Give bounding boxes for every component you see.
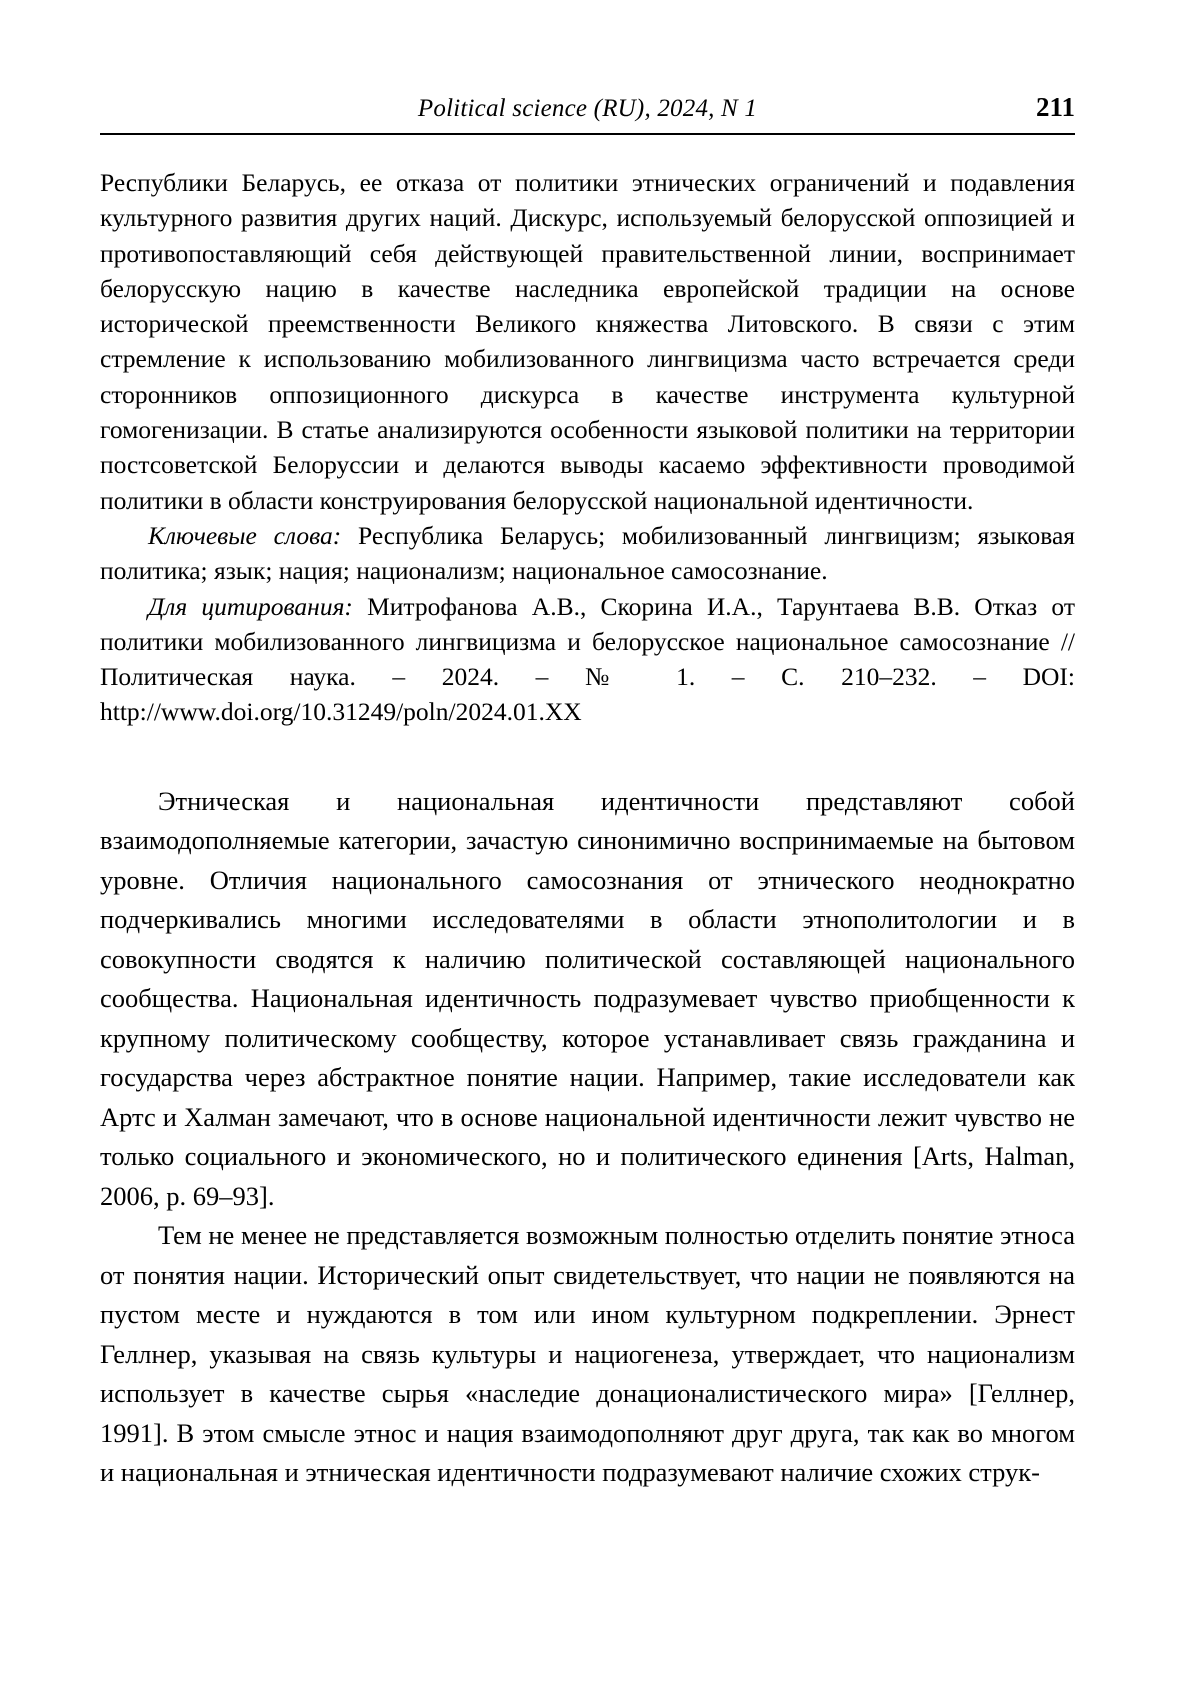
body-paragraph-2: Тем не менее не представляется возможным полностью отделить понятие этноса от понятия нации. Исторический опыт свидетельствует, что нации не появляются на пустом месте и нуждаются в том или ином культурном подкреплении. Эрнест Геллнер, указывая на связь культуры и нациогенеза, утверждает, что национализм использует в качестве сырья «наследие донационалистического мира» [Геллнер, 1991]. В этом смысле этнос и нация взаимодополняют друг друга, так как во многом и национальная и этническая идентичности подразумевают наличие схожих струк- [100, 1220, 1075, 1488]
citation-paragraph [100, 589, 1075, 730]
keywords-text: Республика Беларусь; мобилизованный лингвицизм; языковая политика; язык; нация; национализм; национальное самосознание. [100, 520, 1075, 586]
section-spacer [100, 730, 1075, 782]
citation-label: Для цитирования: [148, 591, 353, 621]
header-divider [100, 133, 1075, 135]
body-paragraph-1: Этническая и национальная идентичности представляют собой взаимодополняемые категории, зачастую синонимично воспринимаемые на бытовом уровне. Отличия национального самосознания от этнического неоднократно подчеркивались многими исследователями в области этнополитологии и в совокупности сводятся к наличию политической составляющей национального сообщества. Национальная идентичность подразумевает чувство приобщенности к крупному политическому сообществу, которое устанавливает связь гражданина и государства через абстрактное понятие нации. Например, такие исследователи как Артс и Халман замечают, что в основе национальной идентичности лежит чувство не только социального и экономического, но и политического единения [Arts, Halman, 2006, p. 69–93]. [100, 785, 1075, 1211]
citation-text: Митрофанова А.В., Скорина И.А., Тарунтаева В.В. Отказ от политики мобилизованного лингвицизма и белорусское национальное самосознание // Политическая наука. – 2024. – № 1. – С. 210–232. – DOI: http://www.doi.org/10.31249/poln/2024.01.XX [100, 591, 1075, 727]
abstract-paragraph: Республики Беларусь, ее отказа от политики этнических ограничений и подавления культурного развития других наций. Дискурс, используемый белорусской оппозицией и противопоставляющий себя действующей правительственной линии, воспринимает белорусскую нацию в качестве наследника европейской традиции на основе исторической преемственности Великого княжества Литовского. В связи с этим стремление к использованию мобилизованного лингвицизма часто встречается среди сторонников оппозиционного дискурса в качестве инструмента культурной гомогенизации. В статье анализируются особенности языковой политики на территории постсоветской Белоруссии и делаются выводы касаемо эффективности проводимой политики в области конструирования белорусской национальной идентичности. [100, 168, 1075, 515]
page-number: 211 [1035, 92, 1075, 122]
keywords-paragraph [100, 518, 1075, 589]
page-content [100, 165, 1075, 1493]
body-section [100, 782, 1075, 1493]
page-header [100, 92, 1075, 123]
journal-title: Political science (RU), 2024, N 1 [417, 95, 758, 122]
keywords-label: Ключевые слова: [148, 520, 342, 550]
